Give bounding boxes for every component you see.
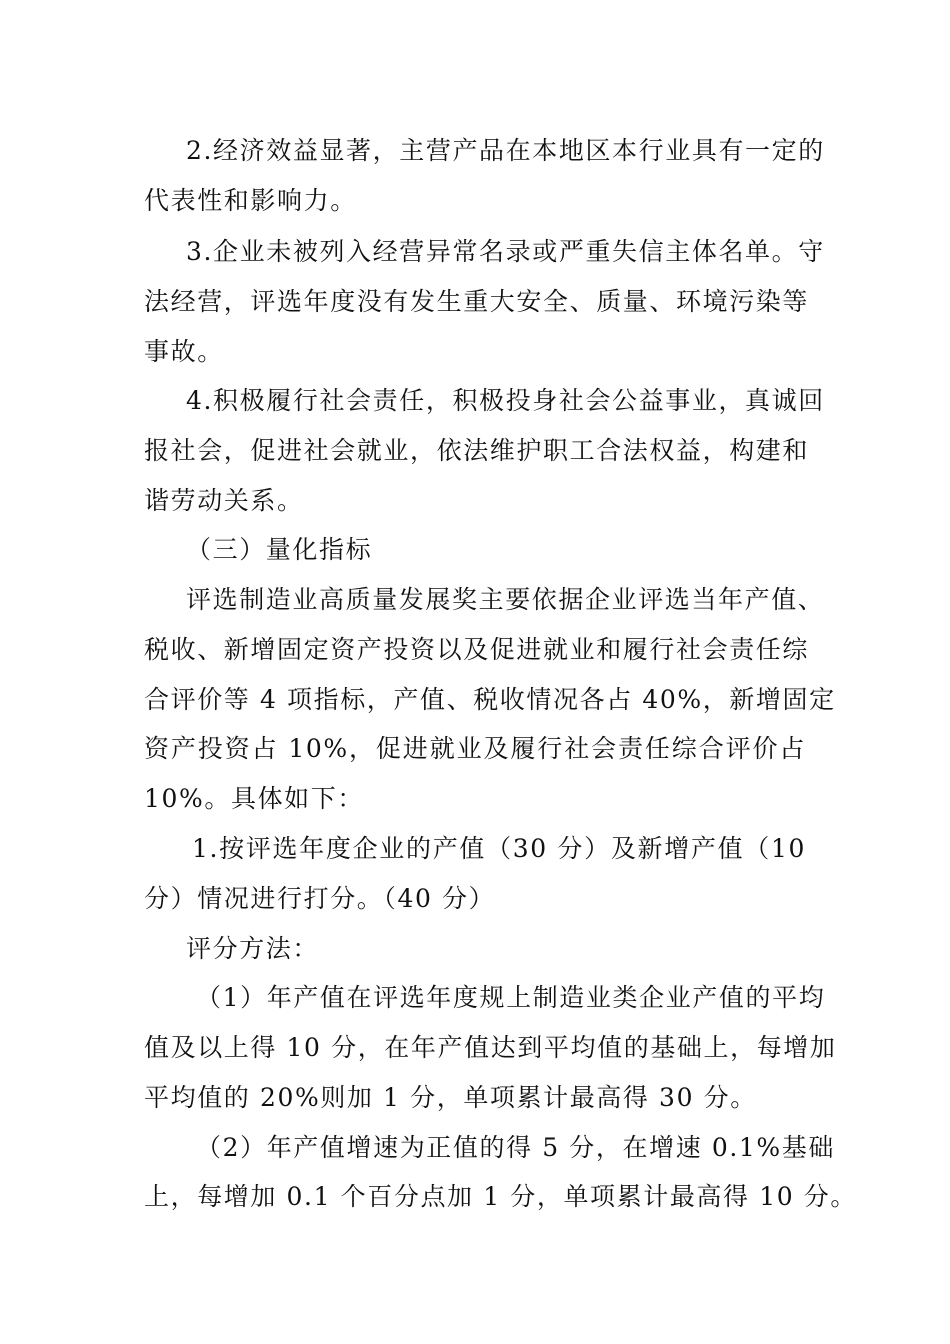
- paragraph-5-line-5: 10%。具体如下：: [144, 784, 364, 813]
- paragraph-3-line-3: 事故。: [144, 337, 224, 366]
- paragraph-4-line-1: 4.积极履行社会责任，积极投身社会公益事业，真诚回: [186, 386, 825, 415]
- paragraph-4-line-3: 谐劳动关系。: [144, 486, 304, 515]
- paragraph-5-line-1: 评选制造业高质量发展奖主要依据企业评选当年产值、: [186, 585, 825, 614]
- paragraph-6-line-1: 1.按评选年度企业的产值（30 分）及新增产值（10: [192, 834, 806, 863]
- paragraph-2-line-2: 代表性和影响力。: [144, 186, 357, 215]
- paragraph-4-line-2: 报社会，促进社会就业，依法维护职工合法权益，构建和: [144, 436, 810, 465]
- paragraph-5-line-4: 资产投资占 10%，促进就业及履行社会责任综合评价占: [144, 734, 806, 763]
- section-heading: （三）量化指标: [186, 535, 373, 564]
- paragraph-5-line-3: 合评价等 4 项指标，产值、税收情况各占 40%，新增固定: [144, 685, 836, 714]
- paragraph-8-line-2: 上，每增加 0.1 个百分点加 1 分，单项累计最高得 10 分。: [144, 1182, 857, 1211]
- paragraph-7-line-1: （1）年产值在评选年度规上制造业类企业产值的平均: [196, 983, 826, 1012]
- paragraph-5-line-2: 税收、新增固定资产投资以及促进就业和履行社会责任综: [144, 635, 810, 664]
- paragraph-7-line-3: 平均值的 20%则加 1 分，单项累计最高得 30 分。: [144, 1083, 757, 1112]
- paragraph-3-line-1: 3.企业未被列入经营异常名录或严重失信主体名单。守: [186, 237, 825, 266]
- paragraph-6-line-2: 分）情况进行打分。（40 分）: [144, 884, 496, 913]
- paragraph-8-line-1: （2）年产值增速为正值的得 5 分，在增速 0.1%基础: [196, 1133, 835, 1162]
- paragraph-7-line-2: 值及以上得 10 分，在年产值达到平均值的基础上，每增加: [144, 1033, 837, 1062]
- scoring-method-label: 评分方法：: [186, 934, 320, 963]
- paragraph-3-line-2: 法经营，评选年度没有发生重大安全、质量、环境污染等: [144, 287, 810, 316]
- paragraph-2-line-1: 2.经济效益显著，主营产品在本地区本行业具有一定的: [186, 136, 825, 165]
